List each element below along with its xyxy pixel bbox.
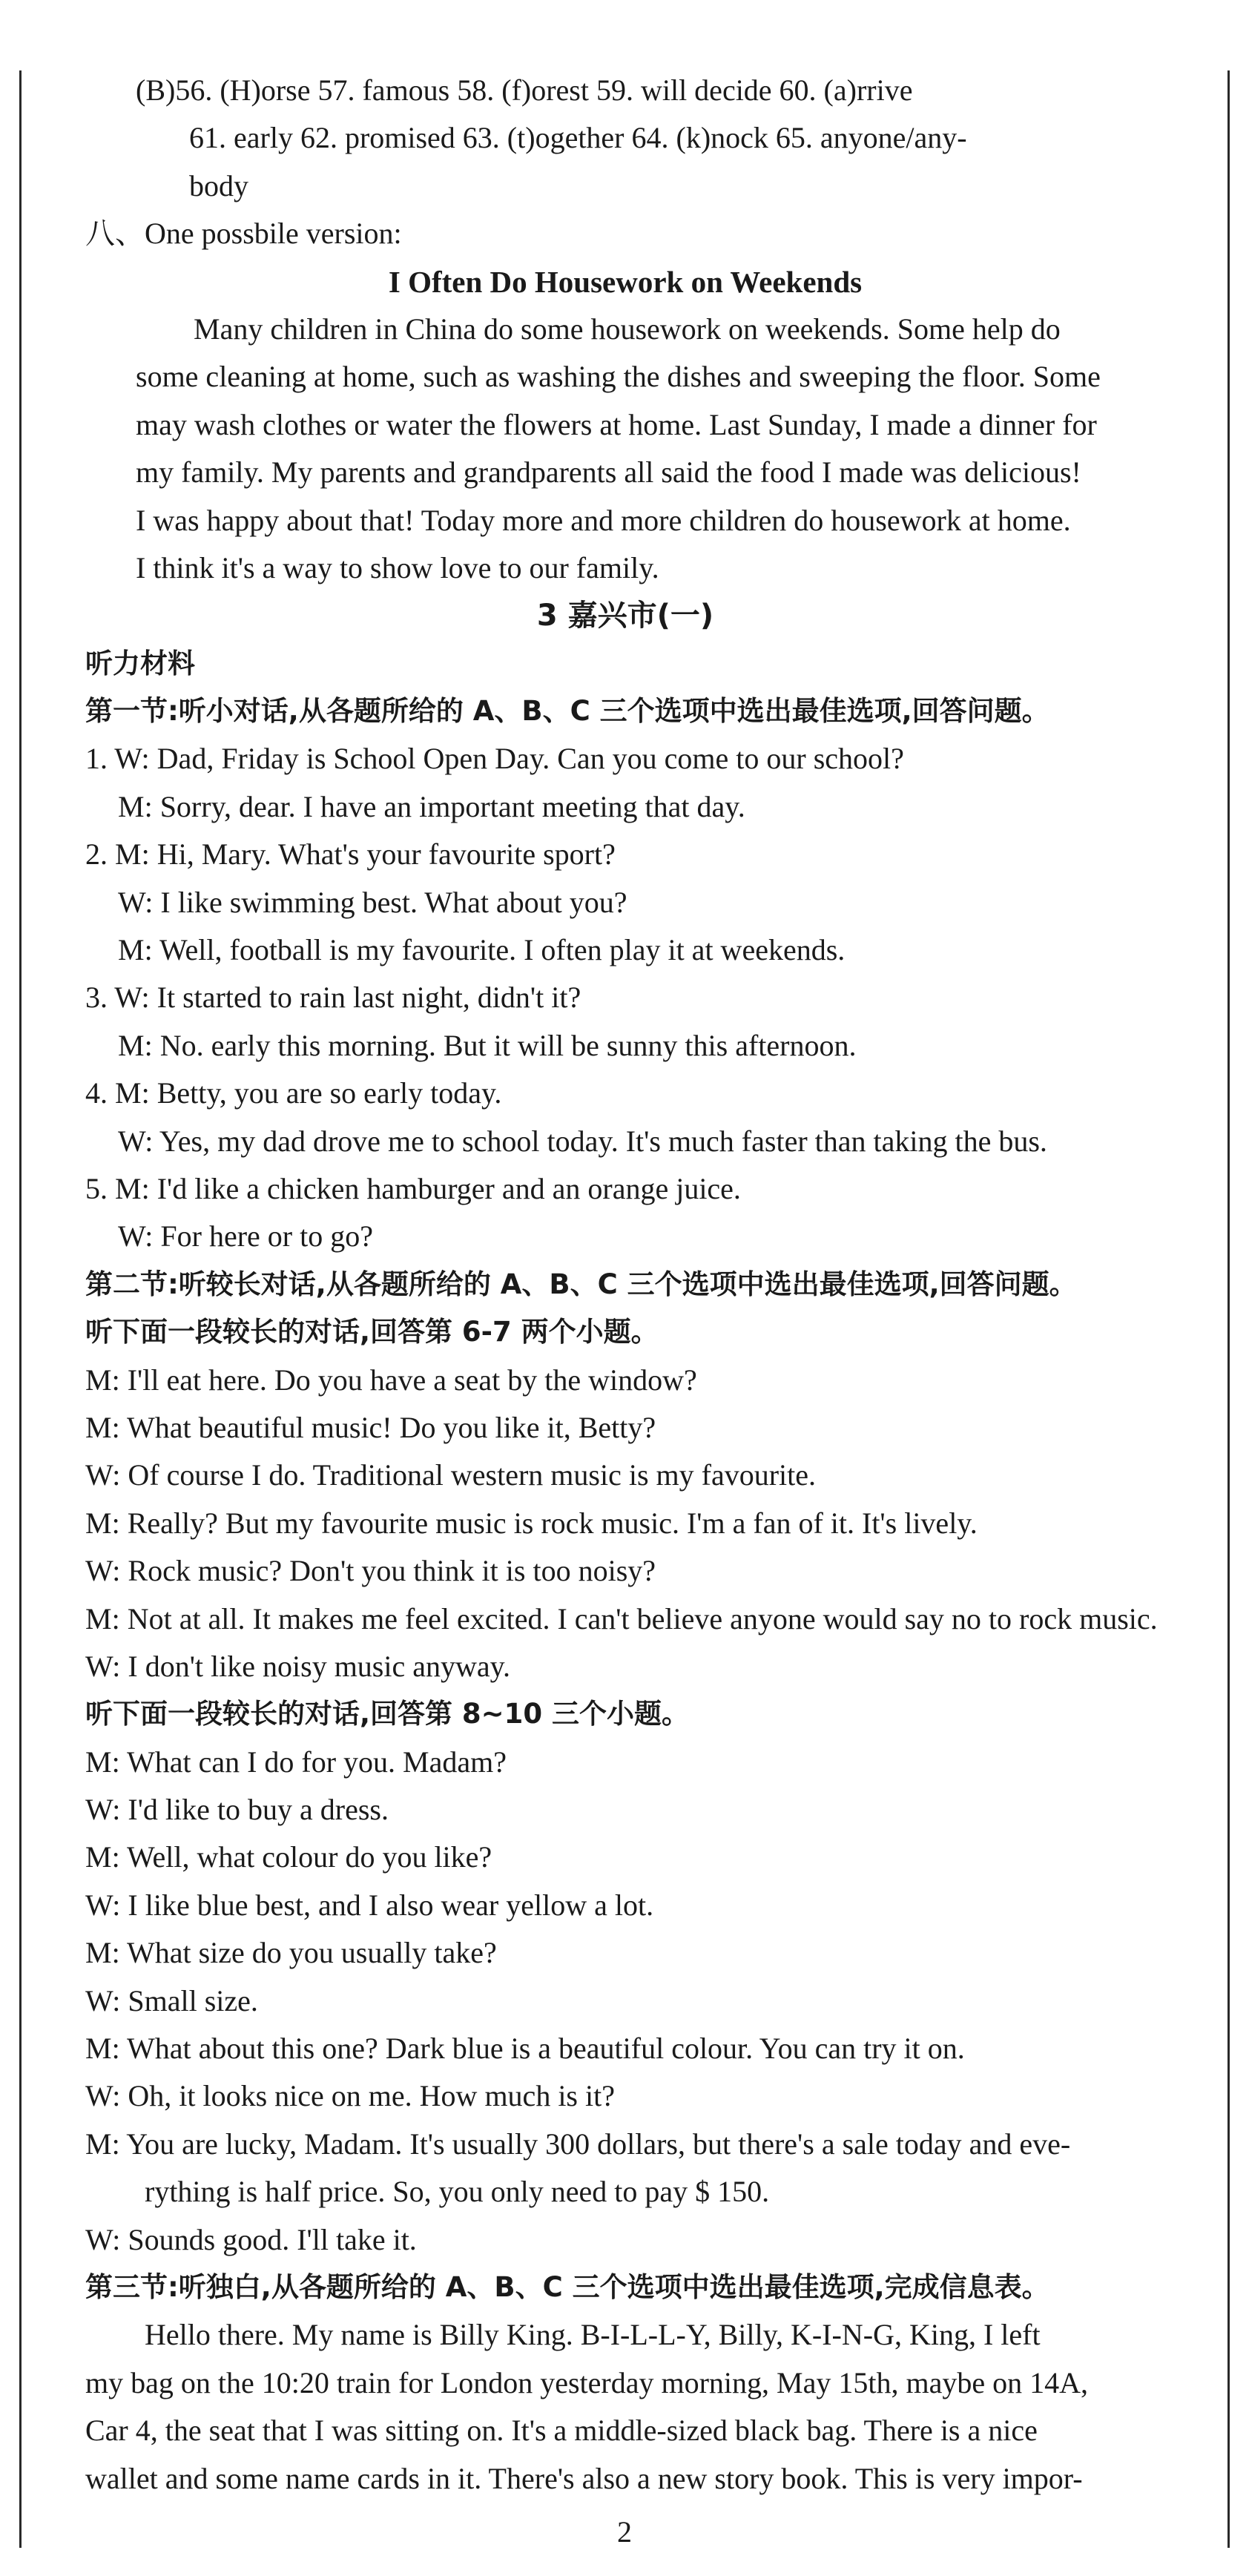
dialog-text: Hi, Mary. What's your favourite sport? xyxy=(156,837,616,872)
part1-heading: 第一节:听小对话,从各题所给的 A、B、C 三个选项中选出最佳选项,回答问题。 xyxy=(85,695,1049,728)
speaker-label: W: xyxy=(85,2079,121,2113)
speaker-label: W: xyxy=(118,1219,154,1254)
answer-line: body xyxy=(189,168,248,202)
dialog-text: Betty, you are so early today. xyxy=(156,1076,502,1110)
dialog-line xyxy=(85,1595,1165,1643)
page-content xyxy=(85,67,1165,2503)
speaker-label: M: xyxy=(85,1506,120,1540)
speaker-label: M: xyxy=(85,1936,120,1970)
essay-line: may wash clothes or water the flowers at home. Last Sunday, I made a dinner for xyxy=(136,407,1097,441)
essay-line: my family. My parents and grandparents all said the food I made was delicious! xyxy=(136,455,1081,490)
speaker-label: W: xyxy=(85,1793,121,1827)
dialog-text: Well, football is my favourite. I often play it at weekends. xyxy=(159,933,846,967)
essay-line: some cleaning at home, such as washing the dishes and sweeping the floor. Some xyxy=(136,360,1101,394)
essay-title: I Often Do Housework on Weekends xyxy=(388,264,863,299)
dialog-line xyxy=(85,1165,1165,1213)
dialog-text: Of course I do. Traditional western music is my favourite. xyxy=(128,1458,817,1492)
dialog-text: What about this one? Dark blue is a beautiful colour. You can try it on. xyxy=(126,2032,965,2066)
speaker-label: W: xyxy=(85,1458,121,1492)
dialog-line xyxy=(85,783,1165,831)
dialog-text: Not at all. It makes me feel excited. I can't believe anyone would say no to rock music. xyxy=(127,1601,1158,1635)
right-margin-rule xyxy=(1227,70,1230,2548)
dialog-line xyxy=(85,974,1165,1021)
part3-heading: 第三节:听独白,从各题所给的 A、B、C 三个选项中选出最佳选项,完成信息表。 xyxy=(85,2270,1049,2303)
speaker-label: M: xyxy=(85,2127,120,2161)
part2-sub1: 听下面一段较长的对话,回答第 6-7 两个小题。 xyxy=(85,1316,659,1348)
dialog-line xyxy=(85,831,1165,878)
speaker-label: W: xyxy=(85,1888,121,1922)
dialog-line xyxy=(85,2121,1165,2168)
speaker-label: M: xyxy=(85,1363,120,1397)
dialog-text: What beautiful music! Do you like it, Betty? xyxy=(126,1410,656,1444)
dialog-text: You are lucky, Madam. It's usually 300 dollars, but there's a sale today and eve- xyxy=(126,2127,1071,2161)
dialog-text: I'd like to buy a dress. xyxy=(128,1793,389,1827)
dialog-line xyxy=(85,926,1165,974)
page-number: 2 xyxy=(617,2515,632,2549)
speaker-label: M: xyxy=(85,1840,120,1874)
answer-line: 61. early 62. promised 63. (t)ogether 64. (k)nock 65. anyone/any- xyxy=(189,121,967,155)
section-title: 3 嘉兴市(一) xyxy=(536,599,714,633)
dialog-text: Sounds good. I'll take it. xyxy=(128,2222,417,2256)
left-margin-rule xyxy=(19,70,22,2548)
speaker-label: W: xyxy=(85,1983,121,2017)
part2-sub2: 听下面一段较长的对话,回答第 8~10 三个小题。 xyxy=(85,1698,690,1730)
part2-heading: 第二节:听较长对话,从各题所给的 A、B、C 三个选项中选出最佳选项,回答问题。 xyxy=(85,1268,1077,1300)
monologue-line: Hello there. My name is Billy King. B-I-L-L-Y, Billy, K-I-N-G, King, I left xyxy=(145,2318,1041,2352)
dialog-line xyxy=(85,735,1165,783)
dialog-line xyxy=(85,2216,1165,2264)
dialog-line xyxy=(85,1404,1165,1452)
dialog-line xyxy=(85,1739,1165,1786)
speaker-label: M: xyxy=(118,1028,153,1062)
dialog-line xyxy=(85,1022,1165,1070)
speaker-label: M: xyxy=(118,933,153,967)
dialog-text: Dad, Friday is School Open Day. Can you come to our school? xyxy=(156,742,904,776)
dialog-text: Small size. xyxy=(128,1983,258,2017)
dialog-line xyxy=(85,1118,1165,1165)
part1-dialog xyxy=(85,735,1165,1260)
speaker-label: M: xyxy=(118,789,153,823)
dialog-text: I'd like a chicken hamburger and an orange juice. xyxy=(156,1171,741,1205)
dialog-line xyxy=(85,1929,1165,1977)
listening-label: 听力材料 xyxy=(85,647,195,679)
speaker-label: M: xyxy=(85,1410,120,1444)
speaker-label: M: xyxy=(85,1601,120,1635)
dialog-line xyxy=(85,1834,1165,1881)
dialog-6-7 xyxy=(85,1357,1165,1691)
dialog-line xyxy=(85,1786,1165,1834)
dialog-line xyxy=(85,1500,1165,1547)
dialog-line xyxy=(85,1643,1165,1690)
essay-line: I was happy about that! Today more and more children do housework at home. xyxy=(136,503,1071,537)
monologue-line: wallet and some name cards in it. There's also a new story book. This is very impor- xyxy=(85,2461,1083,2495)
dialog-text: I don't like noisy music anyway. xyxy=(128,1649,511,1683)
dialog-line xyxy=(85,879,1165,926)
dialog-line xyxy=(85,1452,1165,1499)
dialog-text: Rock music? Don't you think it is too noisy? xyxy=(128,1554,656,1588)
speaker-label: 4. M: xyxy=(85,1076,150,1110)
dialog-text: What can I do for you. Madam? xyxy=(126,1745,507,1779)
dialog-line xyxy=(85,2168,1165,2216)
dialog-line xyxy=(85,1882,1165,1929)
dialog-line xyxy=(85,1547,1165,1595)
dialog-text: For here or to go? xyxy=(160,1219,373,1254)
dialog-text: I like blue best, and I also wear yellow a lot. xyxy=(128,1888,654,1922)
dialog-text: No. early this morning. But it will be sunny this afternoon. xyxy=(159,1028,857,1062)
speaker-label: 2. M: xyxy=(85,837,150,872)
dialog-text: What size do you usually take? xyxy=(126,1936,497,1970)
dialog-text: Oh, it looks nice on me. How much is it? xyxy=(128,2079,615,2113)
dialog-line xyxy=(85,2025,1165,2072)
dialog-line xyxy=(85,1357,1165,1404)
speaker-label: W: xyxy=(118,1124,154,1158)
dialog-text: Yes, my dad drove me to school today. It's much faster than taking the bus. xyxy=(159,1124,1047,1158)
dialog-text: I'll eat here. Do you have a seat by the window? xyxy=(127,1363,697,1397)
speaker-label: 1. W: xyxy=(85,742,150,776)
speaker-label: W: xyxy=(118,885,154,919)
dialog-line xyxy=(85,1070,1165,1117)
dialog-line xyxy=(85,2072,1165,2120)
speaker-label: W: xyxy=(85,2222,121,2256)
speaker-label: W: xyxy=(85,1649,121,1683)
monologue-line: Car 4, the seat that I was sitting on. It's a middle-sized black bag. There is a nice xyxy=(85,2414,1038,2448)
essay-line: Many children in China do some housework on weekends. Some help do xyxy=(194,312,1061,346)
dialog-text: Really? But my favourite music is rock music. I'm a fan of it. It's lively. xyxy=(127,1506,978,1540)
dialog-text: I like swimming best. What about you? xyxy=(160,885,627,919)
dialog-text: It started to rain last night, didn't it? xyxy=(156,981,581,1015)
speaker-label: 3. W: xyxy=(85,981,150,1015)
speaker-label: W: xyxy=(85,1554,121,1588)
speaker-label: M: xyxy=(85,1745,120,1779)
answer-line: (B)56. (H)orse 57. famous 58. (f)orest 59. will decide 60. (a)rrive xyxy=(136,73,913,107)
monologue-line: my bag on the 10:20 train for London yesterday morning, May 15th, maybe on 14A, xyxy=(85,2365,1088,2399)
dialog-line xyxy=(85,1977,1165,2025)
dialog-text: Well, what colour do you like? xyxy=(126,1840,492,1874)
speaker-label: M: xyxy=(85,2032,120,2066)
dialog-text: rything is half price. So, you only need to pay $ 150. xyxy=(145,2175,770,2209)
writing-label: 八、One possbile version: xyxy=(85,217,402,251)
speaker-label: 5. M: xyxy=(85,1171,150,1205)
essay-line: I think it's a way to show love to our family. xyxy=(136,550,659,584)
dialog-8-10 xyxy=(85,1739,1165,2264)
dialog-line xyxy=(85,1213,1165,1260)
dialog-text: Sorry, dear. I have an important meeting that day. xyxy=(159,789,745,823)
